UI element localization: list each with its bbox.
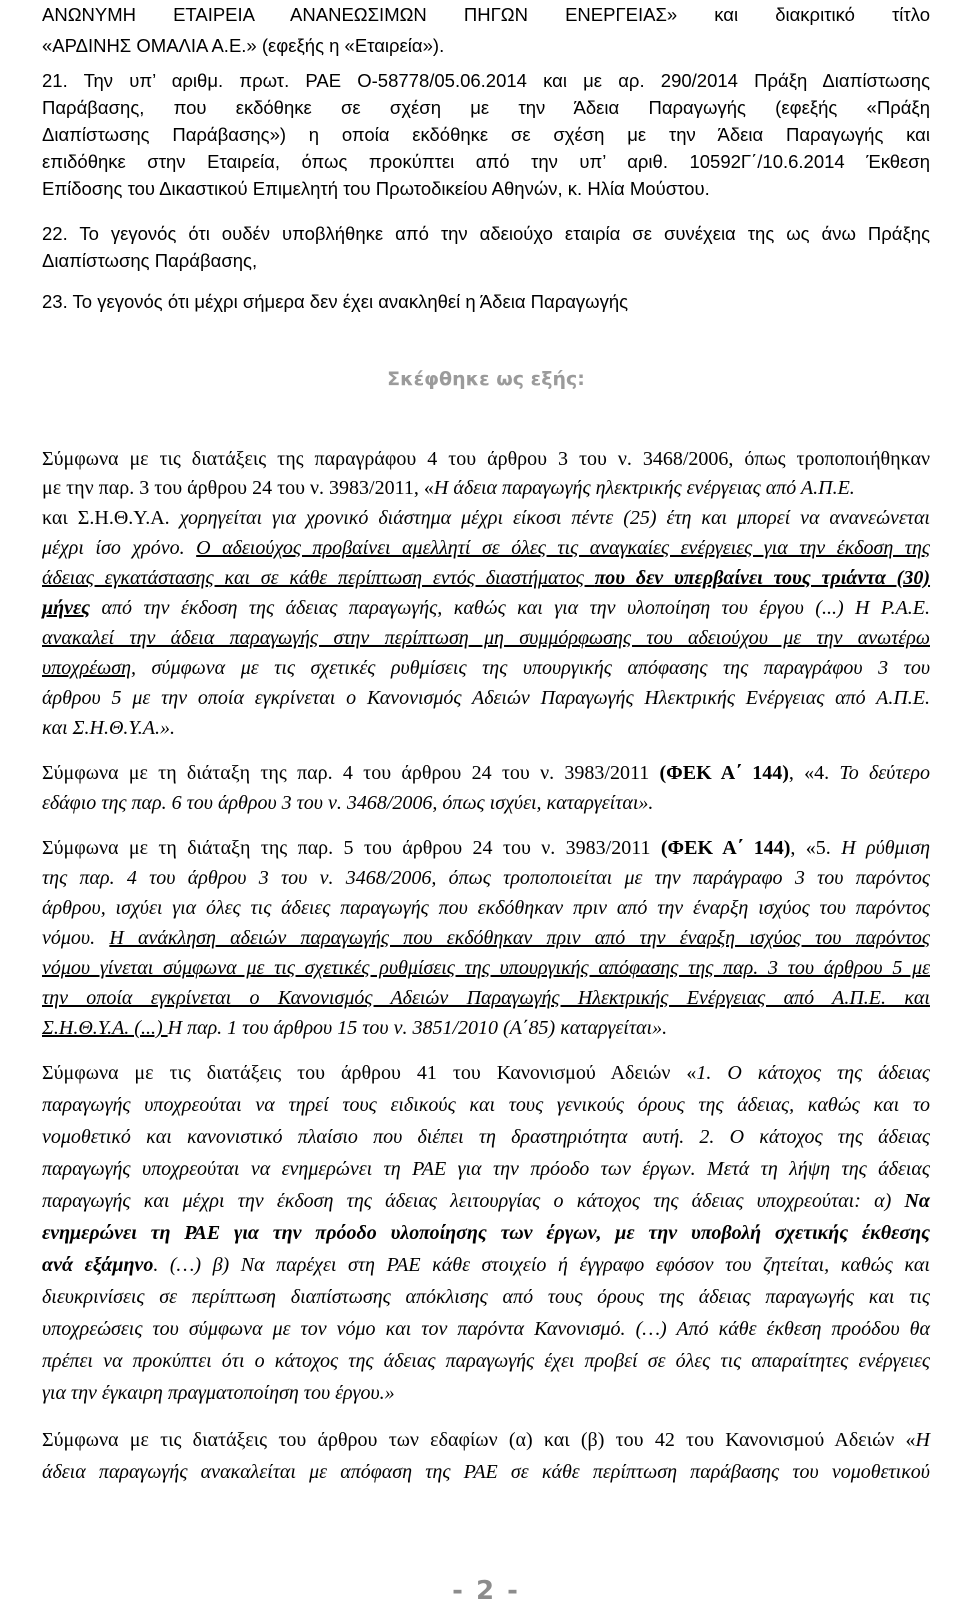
text-span: . (…) β) Να παρέχει στη ΡΑΕ κάθε στοιχείο ή έγγραφο εφόσον του ζητείται, καθώς και [153, 1254, 930, 1276]
para-4-line: παραγωγής υποχρεούται να τηρεί τους ειδικούς και τους γενικούς όρους της άδειας, καθώς και το [42, 1094, 930, 1116]
para-4-line: παραγωγής υποχρεούται να ενημερώνει τη ΡΑΕ για την πρόοδο των έργων. Μετά τη λήψη της άδειας [42, 1158, 930, 1180]
item-23-line: 23. Το γεγονός ότι μέχρι σήμερα δεν έχει ανακληθεί η Άδεια Παραγωγής [42, 291, 629, 312]
item-21-line: 21. Την υπ’ αριθμ. πρωτ. ΡΑΕ Ο-58778/05.06.2014 και με αρ. 290/2014 Πράξη Διαπίστωσης [42, 70, 930, 91]
para-3-line [42, 1015, 667, 1041]
bold-underlined-text: που δεν υπερβαίνει τους τριάντα (30) [594, 567, 931, 589]
para-1-line [42, 535, 930, 561]
para-4-line [42, 1060, 930, 1086]
text-line: ΑΝΩΝΥΜΗ ΕΤΑΙΡΕΙΑ ΑΝΑΝΕΩΣΙΜΩΝ ΠΗΓΩΝ ΕΝΕΡΓΕΙΑΣ» και διακριτικό τίτλο [42, 4, 930, 25]
para-1-line: ανακαλεί την άδεια παραγωγής στην περίπτωση μη συμμόρφωσης του αδειούχου με την ανωτέρω [42, 627, 930, 649]
underlined-text: Ο αδειούχος προβαίνει αμελλητί σε όλες τις αναγκαίες ενέργειες για την έκδοση της [196, 537, 930, 559]
item-21-line: Διαπίστωσης Παράβασης») η οποία εκδόθηκε σε σχέση με την Άδεια Παραγωγής και [42, 124, 930, 145]
text-span: νόμου. [42, 927, 110, 949]
para-3-line [42, 835, 930, 861]
para-4-line: διευκρινίσεις σε περίπτωση διαπίστωσης απόκλισης από τους όρους της άδειας παραγωγής και τις [42, 1286, 930, 1308]
page-number: - 2 - [452, 1576, 520, 1606]
para-3-line: την οποία εγκρίνεται ο Κανονισμός Αδειών Παραγωγής Ηλεκτρικής Ενέργειας από Α.Π.Ε. και [42, 987, 930, 1009]
text-line: «ΑΡΔΙΝΗΣ ΟΜΑΛΙΑ Α.Ε.» (εφεξής η «Εταιρεία»). [42, 35, 445, 56]
para-1-line: και Σ.Η.Θ.Υ.Α.». [42, 717, 175, 739]
underlined-text: άδειας εγκατάστασης και σε κάθε περίπτωση εντός διαστήματος [42, 567, 595, 589]
text-span: Σύμφωνα με τη διάταξη της παρ. 5 του άρθρου 24 του ν. 3983/2011 [42, 837, 661, 859]
text-span: Σύμφωνα με τις διατάξεις του άρθρου των εδαφίων (α) και (β) του 42 του Κανονισμού Αδειών « [42, 1429, 916, 1451]
bold-text: ανά εξάμηνο [42, 1254, 154, 1276]
para-4-line: για την έγκαιρη πραγματοποίηση του έργου.» [42, 1382, 395, 1404]
quote-italic: Η ρύθμιση [841, 837, 930, 859]
para-1-line [42, 565, 930, 591]
item-21-line: Παράβασης, που εκδόθηκε σε σχέση με την Άδεια Παραγωγής (εφεξής «Πράξη [42, 97, 930, 118]
quote-italic: χορηγείται για χρονικό διάστημα μέχρι είκοσι πέντε (25) έτη και μπορεί να ανανεώνεται [169, 507, 930, 529]
bold-text: (ΦΕΚ Α΄ 144) [660, 837, 791, 859]
item-21-line: Επίδοσης του Δικαστικού Επιμελητή του Πρωτοδικείου Αθηνών, κ. Ηλία Μούστου. [42, 178, 710, 199]
underlined-text: Η ανάκληση αδειών παραγωγής που εκδόθηκαν πριν από την έναρξη ισχύος του παρόντος [109, 927, 930, 949]
para-1-line [42, 475, 855, 501]
text-span: Σύμφωνα με τις διατάξεις του άρθρου 41 του Κανονισμού Αδειών « [42, 1062, 697, 1084]
quote-italic: Το δεύτερο [839, 762, 930, 784]
text-span: από την έκδοση της άδειας παραγωγής, καθώς και για την υλοποίηση του έργου (...) Η Ρ.Α.Ε. [90, 597, 930, 619]
para-4-line: ενημερώνει τη ΡΑΕ για την πρόοδο υλοποίησης των έργων, με την υποβολή σχετικής έκθεσης [42, 1222, 930, 1244]
underlined-text: υποχρέωση [42, 657, 131, 679]
para-4-line: υποχρεώσεις του σύμφωνα με τον νόμο και τον παρόντα Κανονισμό. (…) Από κάθε έκθεση προόδου θα [42, 1318, 930, 1340]
para-3-line [42, 925, 930, 951]
para-3-line: νόμου γίνεται σύμφωνα με τις σχετικές ρυθμίσεις της υπουργικής απόφασης της παρ. 3 του άρθρου 5 με [42, 957, 930, 979]
text-span: , σύμφωνα με τις σχετικές ρυθμίσεις της υπουργικής απόφασης της παραγράφου 3 του [130, 657, 930, 679]
text-span: Σύμφωνα με τη διάταξη της παρ. 4 του άρθρου 24 του ν. 3983/2011 [42, 762, 660, 784]
item-21-line: επιδόθηκε στην Εταιρεία, όπως προκύπτει από την υπ’ αριθ. 10592Γ΄/10.6.2014 Έκθεση [42, 151, 930, 172]
text-span: και Σ.Η.Θ.Υ.Α. [42, 507, 170, 529]
bold-text: (ΦΕΚ Α΄ 144) [659, 762, 789, 784]
para-1-line: Σύμφωνα με τις διατάξεις της παραγράφου 4 του άρθρου 3 του ν. 3468/2006, όπως τροποποιήθηκαν [42, 448, 930, 470]
quote-italic: Η [915, 1429, 930, 1451]
quote-italic: 1. Ο κάτοχος της άδειας [696, 1062, 930, 1084]
text-span: μέχρι ίσο χρόνο. [42, 537, 197, 559]
para-1-line [42, 655, 930, 681]
text-span: , «5. [790, 837, 842, 859]
bold-underlined-text: μήνες [42, 597, 91, 619]
para-5-line: άδεια παραγωγής ανακαλείται με απόφαση της ΡΑΕ σε κάθε περίπτωση παράβασης του νομοθετικού [42, 1461, 930, 1483]
text-span: , «4. [788, 762, 840, 784]
para-5-line [42, 1427, 930, 1453]
para-3-line: άρθρου, ισχύει για όλες τις άδειες παραγωγής που εκδόθηκαν πριν από την έναρξη ισχύος του παρόντος [42, 897, 930, 919]
section-heading: Σκέφθηκε ως εξής: [387, 368, 585, 390]
text-span: με την παρ. 3 του άρθρου 24 του ν. 3983/2011, « [42, 477, 434, 499]
underlined-text: Σ.Η.Θ.Υ.Α. (...) [42, 1017, 168, 1039]
para-4-line: νομοθετικό και κανονιστικό πλαίσιο που διέπει τη δραστηριότητα αυτή. 2. Ο κάτοχος της άδειας [42, 1126, 930, 1148]
para-2-line [42, 760, 930, 786]
text-span: παραγωγής και μέχρι την έκδοση της άδειας λειτουργίας ο κάτοχος της άδειας υποχρεούται: α) [42, 1190, 905, 1212]
para-4-line [42, 1188, 930, 1214]
para-1-line [42, 595, 930, 621]
bold-text: Να [904, 1190, 930, 1212]
para-3-line: της παρ. 4 του άρθρου 3 του ν. 3468/2006, όπως τροποποιείται με την παράγραφο 3 του παρόντος [42, 867, 930, 889]
quote-italic: Η άδεια παραγωγής ηλεκτρικής ενέργειας από Α.Π.Ε. [433, 477, 855, 499]
para-2-line: εδάφιο της παρ. 6 του άρθρου 3 του ν. 3468/2006, όπως ισχύει, καταργείται». [42, 792, 654, 814]
para-4-line: πρέπει να προκύπτει ότι ο κάτοχος της άδειας παραγωγής έχει προβεί σε όλες τις απαραίτητες ενέργειες [42, 1350, 930, 1372]
para-1-line: άρθρου 5 με την οποία εγκρίνεται ο Κανονισμός Αδειών Παραγωγής Ηλεκτρικής Ενέργειας από Α.Π.Ε. [42, 687, 930, 709]
text-span: Η παρ. 1 του άρθρου 15 του ν. 3851/2010 (Α΄85) καταργείται». [167, 1017, 668, 1039]
item-22-line: 22. Το γεγονός ότι ουδέν υποβλήθηκε από την αδειούχο εταιρία σε συνέχεια της ως άνω Πράξης [42, 223, 930, 244]
para-1-line [42, 505, 930, 531]
para-4-line [42, 1252, 930, 1278]
item-22-line: Διαπίστωσης Παράβασης, [42, 250, 258, 271]
